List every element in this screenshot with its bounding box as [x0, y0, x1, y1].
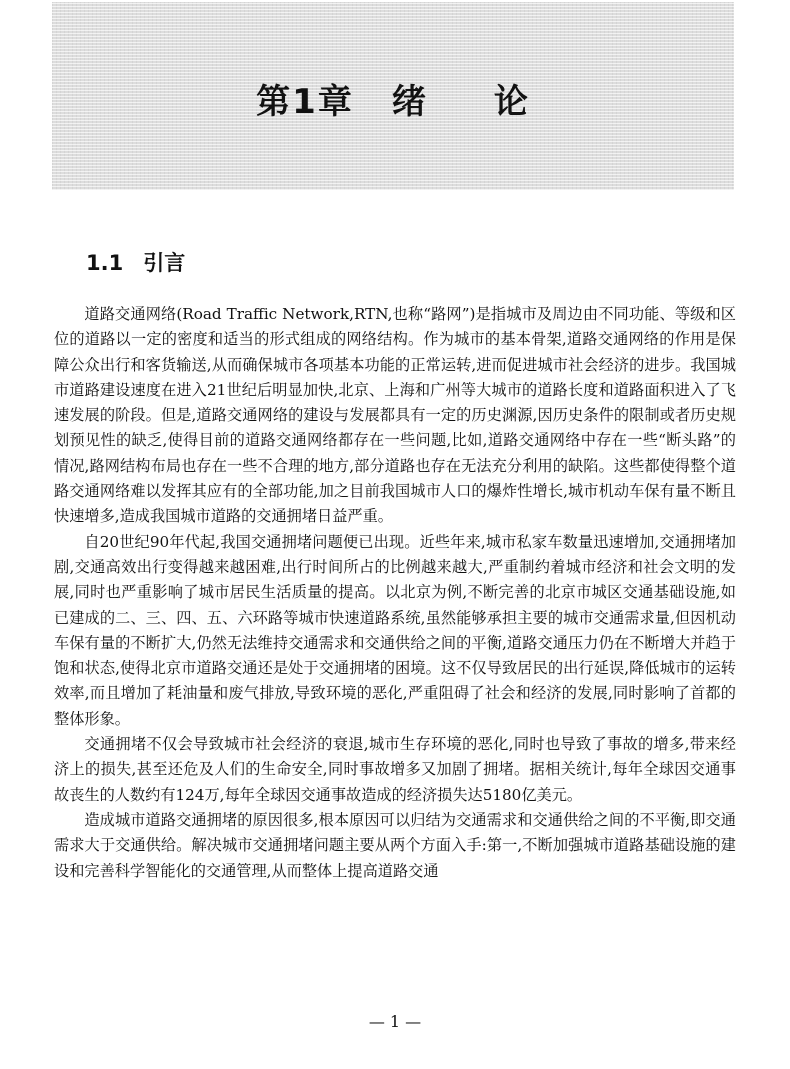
chapter-title [52, 74, 734, 123]
chapter-prefix: 第 [256, 82, 293, 122]
chapter-title-char-1: 绪 [391, 82, 428, 122]
page-number: — 1 — [368, 1012, 422, 1031]
chapter-banner [52, 2, 734, 190]
chapter-suffix: 章 [317, 82, 354, 122]
chapter-number: 1 [292, 82, 318, 122]
paragraph: 造成城市道路交通拥堵的原因很多,根本原因可以归结为交通需求和交通供给之间的不平衡,即交通需求大于交通供给。解决城市交通拥堵问题主要从两个方面入手:第一,不断加强城市道路基础设施的建设和完善科学智能化的交通管理,从而整体上提高道路交通 [54, 810, 736, 880]
section-number: 1.1 [86, 251, 124, 275]
section-title: 引言 [143, 251, 186, 275]
section-heading [86, 247, 185, 277]
chapter-title-char-2: 论 [493, 82, 530, 122]
paragraph: 道路交通网络(Road Traffic Network,RTN,也称“路网”)是指城市及周边由不同功能、等级和区位的道路以一定的密度和适当的形式组成的网络结构。作为城市的基本骨架,道路交通网络的作用是保障公众出行和客货输送,从而确保城市各项基本功能的正常运转,进而促进城市社会经济的进步。我国城市道路建设速度在进入21世纪后明显加快,北京、上海和广州等大城市的道路长度和道路面积进入了飞速发展的阶段。但是,道路交通网络的建设与发展都具有一定的历史渊源,因历史条件的限制或者历史规划预见性的缺乏,使得目前的道路交通网络都存在一些问题,比如,道路交通网络中存在一些“断头路”的情况,路网结构布局也存在一些不合理的地方,部分道路也存在无法充分利用的缺陷。这些都使得整个道路交通网络难以发挥其应有的全部功能,加之目前我国城市人口的爆炸性增长,城市机动车保有量不断且快速增多,造成我国城市道路的交通拥堵日益严重。 [54, 305, 736, 526]
body-text [54, 302, 736, 884]
paragraph: 交通拥堵不仅会导致城市社会经济的衰退,城市生存环境的恶化,同时也导致了事故的增多,带来经济上的损失,甚至还危及人们的生命安全,同时事故增多又加剧了拥堵。据相关统计,每年全球因交通事故丧生的人数约有124万,每年全球因交通事故造成的经济损失达5180亿美元。 [54, 735, 736, 804]
paragraph: 自20世纪90年代起,我国交通拥堵问题便已出现。近些年来,城市私家车数量迅速增加,交通拥堵加剧,交通高效出行变得越来越困难,出行时间所占的比例越来越大,严重制约着城市经济和社会文明的发展,同时也严重影响了城市居民生活质量的提高。以北京为例,不断完善的北京市城区交通基础设施,如已建成的二、三、四、五、六环路等城市快速道路系统,虽然能够承担主要的城市交通需求量,但因机动车保有量的不断扩大,仍然无法维持交通需求和交通供给之间的平衡,道路交通压力仍在不断增大并趋于饱和状态,使得北京市道路交通还是处于交通拥堵的困境。这不仅导致居民的出行延误,降低城市的运转效率,而且增加了耗油量和废气排放,导致环境的恶化,严重阻碍了社会和经济的发展,同时影响了首都的整体形象。 [54, 532, 736, 728]
